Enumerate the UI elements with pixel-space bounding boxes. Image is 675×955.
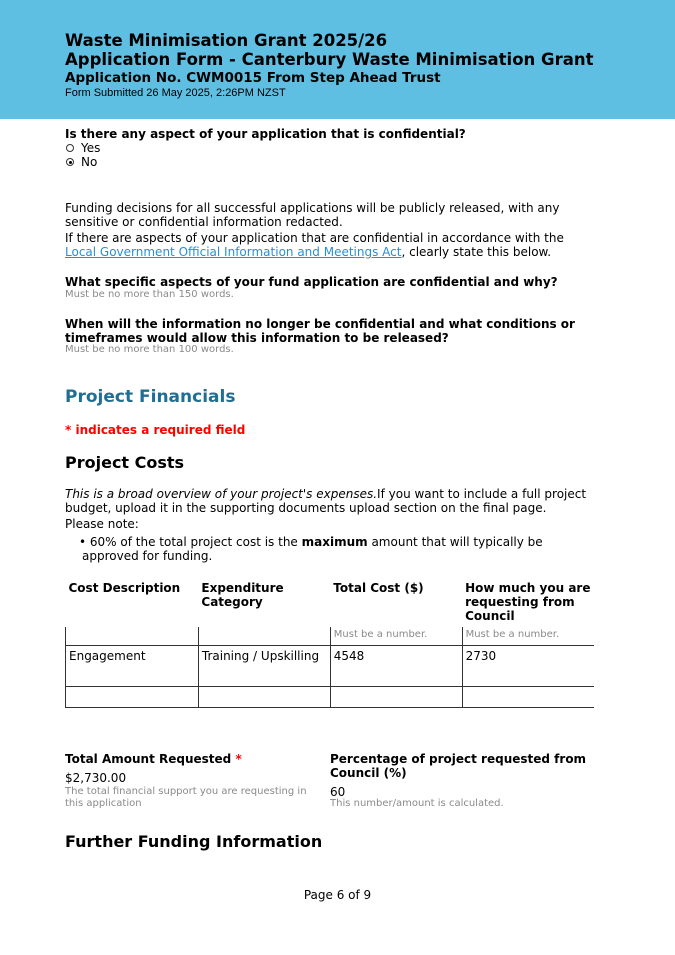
required-asterisk: *	[235, 752, 242, 766]
radio-no[interactable]	[65, 155, 97, 169]
form-header	[0, 0, 675, 119]
col-header-requested-amount: How much you are requesting from Council	[465, 581, 591, 623]
grant-title: Waste Minimisation Grant 2025/26	[65, 31, 388, 50]
cell-requested-amount[interactable]: 2730	[462, 646, 594, 687]
funding-info-text: Funding decisions for all successful applications will be publicly released, with any sensitive or confidential information redacted.	[65, 201, 560, 229]
total-amount-hint: The total financial support you are requesting in this application	[65, 786, 307, 809]
col-header-expenditure-category: Expenditure Category	[201, 581, 284, 609]
radio-unchecked-icon	[66, 144, 74, 152]
hint-cell	[198, 627, 330, 646]
cell-expenditure-category[interactable]	[198, 687, 330, 708]
col-header-cost-description: Cost Description	[68, 581, 181, 595]
submitted-timestamp: Form Submitted 26 May 2025, 2:26PM NZST	[65, 87, 286, 99]
cell-total-cost[interactable]: 4548	[330, 646, 462, 687]
hint-cell: Must be a number.	[462, 627, 594, 646]
confidential-aspects-hint: Must be no more than 150 words.	[65, 289, 234, 300]
percentage-value: 60	[330, 785, 346, 799]
hint-cell: Must be a number.	[330, 627, 462, 646]
bullet-text-before: 60% of the total project cost is the	[89, 535, 302, 549]
please-note: Please note:	[65, 517, 139, 531]
act-text-before: If there are aspects of your application that are confidential in accordance with the	[65, 231, 564, 245]
project-costs-intro	[65, 487, 595, 515]
hint-cell	[66, 627, 199, 646]
further-funding-heading: Further Funding Information	[65, 832, 323, 851]
section-title-project-financials: Project Financials	[65, 387, 236, 407]
confidential-question: Is there any aspect of your application that is confidential?	[65, 127, 466, 141]
table-hint-row	[66, 627, 595, 646]
cell-cost-description[interactable]	[66, 687, 199, 708]
total-amount-label-text: Total Amount Requested	[65, 752, 232, 766]
act-link[interactable]: Local Government Official Information and Meetings Act	[65, 245, 402, 259]
total-amount-value: $2,730.00	[65, 771, 127, 785]
cell-cost-description[interactable]: Engagement	[66, 646, 199, 687]
cell-requested-amount[interactable]	[462, 687, 594, 708]
form-title: Application Form - Canterbury Waste Minimisation Grant	[65, 50, 594, 69]
page-number: Page 6 of 9	[303, 888, 372, 902]
col-header-total-cost: Total Cost ($)	[333, 581, 424, 595]
required-field-note: * indicates a required field	[65, 423, 246, 437]
table-row	[66, 687, 595, 708]
project-costs-heading: Project Costs	[65, 453, 185, 472]
confidential-act-text	[65, 231, 595, 259]
cell-total-cost[interactable]	[330, 687, 462, 708]
percentage-hint: This number/amount is calculated.	[330, 798, 504, 809]
cell-expenditure-category[interactable]: Training / Upskilling	[198, 646, 330, 687]
intro-italic: This is a broad overview of your project's expenses.	[65, 487, 378, 501]
total-amount-label	[65, 752, 242, 766]
table-row	[66, 646, 595, 687]
act-text-after: , clearly state this below.	[401, 245, 552, 259]
intro-rest: If you want to include a full project budget, upload it in the supporting documents upload section on the final page.	[65, 487, 587, 515]
radio-checked-icon	[66, 158, 74, 166]
funding-cap-bullet	[79, 535, 592, 563]
table-header-row	[66, 578, 595, 627]
bullet-text-after: amount that will typically be approved for funding.	[82, 535, 543, 563]
bullet-icon: •	[79, 535, 87, 549]
release-conditions-question: When will the information no longer be confidential and what conditions or timeframes would allow this information to be released?	[65, 317, 575, 345]
bullet-text-bold: maximum	[301, 535, 368, 549]
application-number: Application No. CWM0015 From Step Ahead Trust	[65, 70, 441, 86]
radio-no-label: No	[81, 155, 98, 169]
confidential-aspects-question: What specific aspects of your fund application are confidential and why?	[65, 275, 558, 289]
project-costs-table	[65, 578, 594, 708]
radio-yes[interactable]	[65, 141, 100, 155]
percentage-label: Percentage of project requested from Council (%)	[330, 752, 587, 780]
radio-yes-label: Yes	[81, 141, 101, 155]
release-conditions-hint: Must be no more than 100 words.	[65, 344, 234, 355]
